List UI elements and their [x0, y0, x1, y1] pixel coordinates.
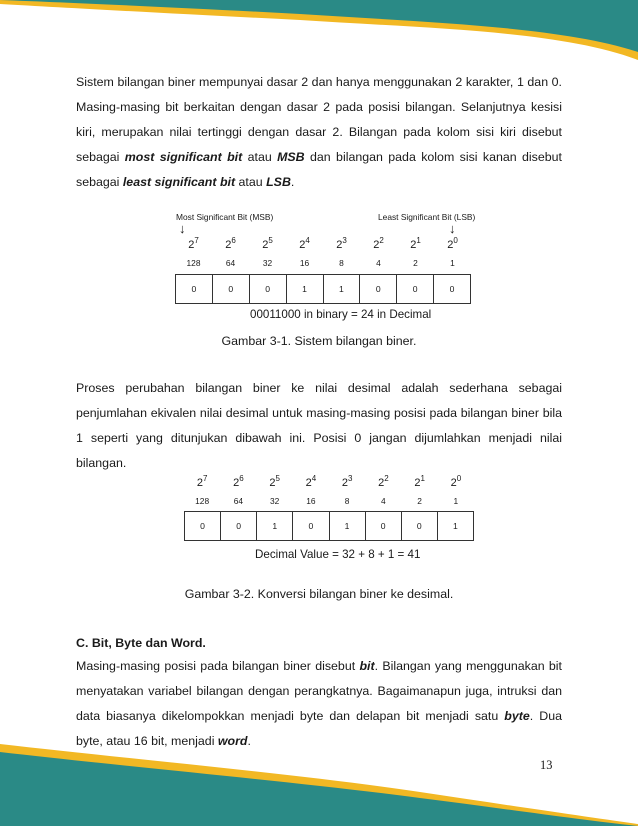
place-value: 8 — [344, 496, 350, 506]
bit-cell: 0 — [176, 275, 213, 303]
place-value: 128 — [186, 258, 201, 268]
power-label: $2^2$ — [378, 474, 389, 489]
place-value: 8 — [339, 258, 344, 268]
power-label: $2^6$ — [225, 236, 236, 251]
figure-footer: 00011000 in binary = 24 in Decimal — [250, 308, 432, 321]
bit-cell: 0 — [366, 512, 402, 540]
place-value: 1 — [453, 496, 459, 506]
page-number: 13 — [540, 758, 553, 772]
bit-cell: 0 — [402, 512, 438, 540]
power-label: $2^7$ — [188, 236, 199, 251]
power-label: $2^3$ — [336, 236, 347, 251]
place-value: 16 — [306, 496, 316, 506]
power-label: $2^1$ — [414, 474, 425, 489]
place-value: 2 — [417, 496, 422, 506]
power-label: $2^2$ — [373, 236, 384, 251]
place-value: 2 — [413, 258, 418, 268]
section-paragraph: Masing-masing posisi pada bilangan biner disebut bit. Bilangan yang menggunakan bit menyatakan variabel bilangan dengan perangkatnya. Bagaimanapun juga, intruksi dan data biasanya dikelompokkan menjadi byte dan delapan bit menjadi satu byte. Dua byte, atau 16 bit, menjadi word. — [76, 659, 562, 748]
bit-cell: 0 — [397, 275, 434, 303]
place-value: 4 — [376, 258, 381, 268]
bit-cell: 1 — [330, 512, 366, 540]
bit-cell: 0 — [221, 512, 257, 540]
bit-table — [175, 274, 471, 304]
power-label: $2^0$ — [447, 236, 458, 251]
power-label: $2^7$ — [196, 474, 208, 489]
power-label: $2^4$ — [305, 474, 317, 489]
bit-cell: 1 — [324, 275, 361, 303]
figure-footer: Decimal Value = 32 + 8 + 1 = 41 — [255, 548, 421, 561]
power-label: $2^5$ — [269, 474, 280, 489]
bit-cell: 0 — [293, 512, 329, 540]
lsb-arrow-icon: ↓ — [449, 221, 456, 236]
footer-wave-decoration — [0, 736, 638, 826]
place-value: 16 — [299, 258, 310, 268]
place-value: 32 — [262, 258, 273, 268]
lsb-label: Least Significant Bit (LSB) — [378, 212, 476, 222]
place-value: 1 — [450, 258, 455, 268]
place-value: 4 — [381, 496, 386, 506]
figure-caption: Gambar 3-2. Konversi bilangan biner ke desimal. — [184, 587, 454, 601]
header-wave-decoration — [0, 0, 638, 70]
bit-table — [184, 511, 474, 541]
power-label: $2^5$ — [262, 236, 273, 251]
bit-cell: 0 — [449, 284, 455, 294]
power-label: $2^0$ — [450, 474, 462, 489]
bit-cell: 1 — [287, 275, 324, 303]
power-label: $2^3$ — [341, 474, 353, 489]
msb-label: Most Significant Bit (MSB) — [176, 212, 274, 222]
power-label: $2^4$ — [299, 236, 310, 251]
bit-cell: 0 — [185, 512, 221, 540]
bit-cell: 1 — [453, 521, 458, 531]
place-value: 32 — [269, 496, 280, 506]
place-value: 64 — [233, 496, 244, 506]
msb-arrow-icon: ↓ — [179, 221, 186, 236]
power-label: $2^1$ — [410, 236, 421, 251]
place-value: 64 — [225, 258, 236, 268]
figure-caption: Gambar 3-1. Sistem bilangan biner. — [221, 334, 417, 348]
conversion-paragraph: Proses perubahan bilangan biner ke nilai desimal adalah sederhana sebagai penjumlahan ekivalen nilai desimal untuk masing-masing posisi pada bilangan biner bila 1 seperti yang ditunjukan dibawah ini. Posisi 0 jangan dijumlahkan menjadi nilai bilangan. — [76, 381, 562, 470]
power-label: $2^6$ — [233, 474, 244, 489]
section-heading: C. Bit, Byte dan Word. — [76, 636, 206, 650]
bit-cell: 0 — [250, 275, 287, 303]
bit-cell: 0 — [213, 275, 250, 303]
place-value: 128 — [195, 496, 210, 506]
bit-cell: 1 — [257, 512, 293, 540]
intro-paragraph: Sistem bilangan biner mempunyai dasar 2 dan hanya menggunakan 2 karakter, 1 dan 0. Masing-masing bit berkaitan dengan dasar 2 pada posisi bilangan. Selanjutnya kesisi kiri, merupakan nilai tertinggi dengan dasar 2. Bilangan pada kolom sisi kiri disebut sebagai most significant bit atau MSB dan bilangan pada kolom sisi kanan disebut sebagai least significant bit atau LSB. — [76, 75, 562, 189]
bit-cell: 0 — [360, 275, 397, 303]
